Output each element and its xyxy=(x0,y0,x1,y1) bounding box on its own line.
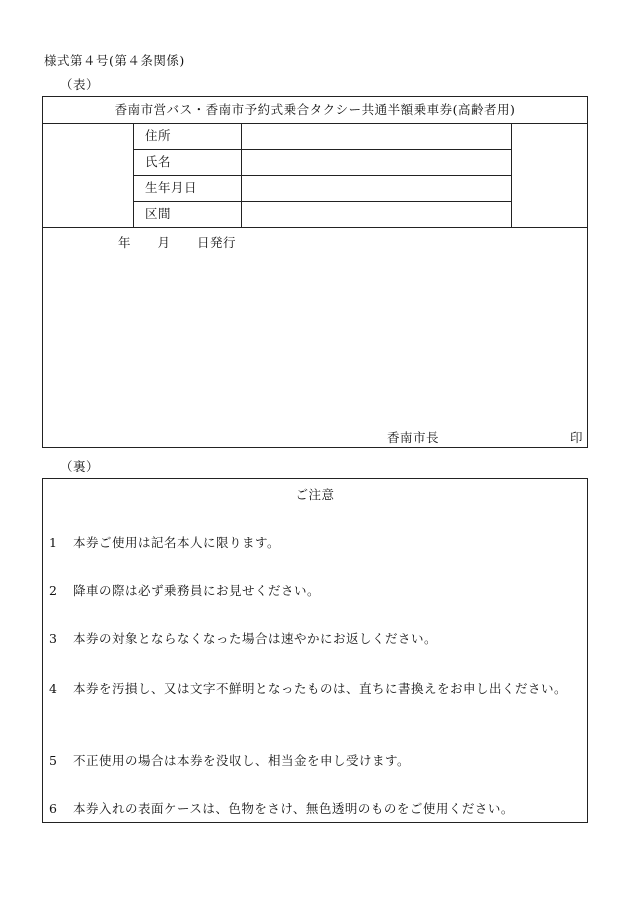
notice-item xyxy=(49,749,584,772)
notice-text: 降車の際は必ず乗務員にお見せください。 xyxy=(73,583,321,598)
field-label-name: 氏名 xyxy=(145,154,172,169)
field-label-birthdate: 生年月日 xyxy=(145,180,198,195)
notice-text: 本券入れの表面ケースは、色物をさけ、無色透明のものをご使用ください。 xyxy=(73,801,514,816)
back-section-label: （裏） xyxy=(60,459,100,474)
issue-date xyxy=(118,233,236,251)
notice-item xyxy=(49,531,584,554)
notice-number: 2 xyxy=(49,583,58,598)
notice-text: 本券の対象とならなくなった場合は速やかにお返しください。 xyxy=(73,631,438,646)
front-section-label: （表） xyxy=(60,77,100,92)
grid-line xyxy=(511,123,512,227)
notice-number: 3 xyxy=(49,631,58,646)
notice-number: 5 xyxy=(49,753,58,768)
issue-day: 日発行 xyxy=(197,235,237,250)
notice-number: 6 xyxy=(49,801,58,816)
field-label-address: 住所 xyxy=(145,128,172,143)
notice-text: 不正使用の場合は本券を没収し、相当金を申し受けます。 xyxy=(73,753,411,768)
ticket-title: 香南市営バス・香南市予約式乗合タクシー共通半額乗車券(高齢者用) xyxy=(43,97,587,124)
ticket-front xyxy=(42,96,588,448)
notice-number: 1 xyxy=(49,535,58,550)
form-number: 様式第４号(第４条関係) xyxy=(44,53,185,68)
notice-number: 4 xyxy=(49,681,58,696)
notice-title: ご注意 xyxy=(295,487,335,502)
notice-text: 本券ご使用は記名本人に限ります。 xyxy=(73,535,281,550)
issue-year: 年 xyxy=(118,235,132,250)
notice-text: 本券を汚損し、又は文字不鮮明となったものは、直ちに書換えをお申し出ください。 xyxy=(73,681,568,696)
grid-line xyxy=(43,227,587,228)
ticket-back xyxy=(42,478,588,823)
notice-item xyxy=(49,579,584,602)
field-label-section: 区間 xyxy=(145,206,172,221)
issue-month: 月 xyxy=(157,235,171,250)
mayor-label: 香南市長 xyxy=(387,430,440,445)
seal-mark: 印 xyxy=(570,430,584,445)
notice-item xyxy=(49,677,584,700)
notice-item xyxy=(49,627,584,650)
notice-item xyxy=(49,797,584,820)
